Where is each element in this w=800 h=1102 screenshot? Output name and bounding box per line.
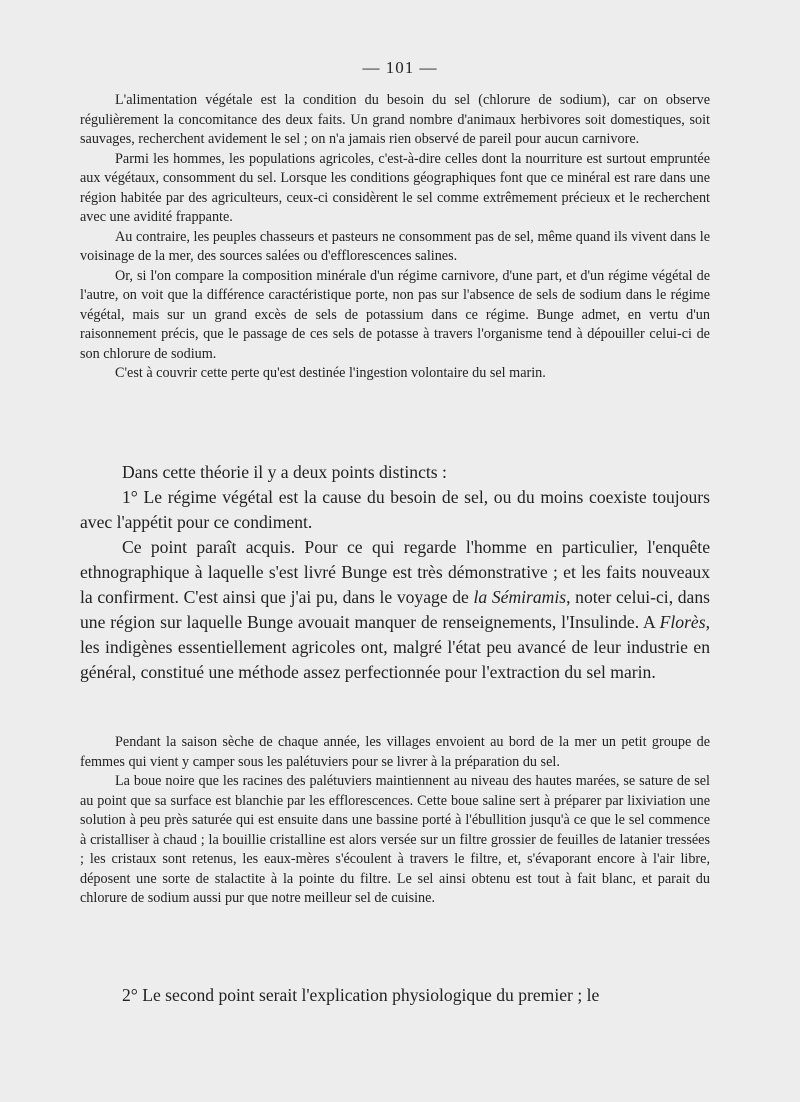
place-name: Florès bbox=[659, 612, 706, 632]
point-one: 1° Le régime végétal est la cause du besoin de sel, ou du moins coexiste toujours avec l'appétit pour ce condiment. bbox=[80, 487, 710, 532]
paragraph: Au contraire, les peuples chasseurs et pasteurs ne consomment pas de sel, même quand ils vivent dans le voisinage de la mer, des sources salées ou d'efflorescences salines. bbox=[80, 228, 710, 264]
top-text-block bbox=[80, 91, 710, 384]
paragraph bbox=[80, 535, 710, 685]
point-two: 2° Le second point serait l'explication physiologique du premier ; le bbox=[122, 985, 600, 1005]
section-intro: Dans cette théorie il y a deux points distincts : bbox=[122, 462, 447, 482]
paragraph: La boue noire que les racines des palétuviers maintiennent au niveau des hautes marées, se sature de sel au point que sa surface est blanchie par les efflorescences. Cette boue saline sert à préparer par lixiviation une solution à peu près saturée qui est ensuite dans une bassine porté à l'ébullition jusqu'à ce que le sel commence à cristalliser à chaud ; la bouillie cristalline est alors versée sur un filtre grossier de feuilles de latanier tressées ; les cristaux sont retenus, les eaux-mères s'écoulent à travers le filtre, et, s'évaporant encore à l'air libre, déposent une sorte de stalactite à la pointe du filtre. Le sel ainsi obtenu est tout à fait blanc, et parait du chlorure de sodium aussi pur que notre meilleur sel de cuisine. bbox=[80, 773, 710, 906]
text-segment: Ce point paraît acquis. Pour ce qui regarde l'homme en particulier, l'enquête ethnographique à laquelle s'est livré Bunge est très démonstrative ; et les faits nouveaux la confirment. C'est ainsi que j'ai pu, dans le voyage de bbox=[80, 537, 710, 607]
paragraph: Parmi les hommes, les populations agricoles, c'est-à-dire celles dont la nourriture est surtout empruntée aux végétaux, consomment du sel. Lorsque les conditions géographiques font que ce minéral est rare dans une région habitée par des agriculteurs, ceux-ci considèrent le sel comme extrêmement précieux et le recherchent avec une avidité frappante. bbox=[80, 150, 710, 225]
text-segment: , noter celui-ci, dans une région sur laquelle Bunge avouait manquer de renseignements, l'Insulinde. A bbox=[80, 587, 710, 632]
paragraph: C'est à couvrir cette perte qu'est destinée l'ingestion volontaire du sel marin. bbox=[115, 365, 546, 381]
page-number: — 101 — bbox=[362, 58, 438, 77]
continuation-block bbox=[80, 983, 710, 1008]
paragraph: Or, si l'on compare la composition minérale d'un régime carnivore, d'une part, et d'un régime végétal de l'autre, on voit que la différence caractéristique porte, non pas sur l'absence de sels de sodium dans le régime végétal, mais sur un grand excès de sels de potassium dans ce régime. Bunge admet, en vertu d'un raisonnement précis, que le passage de ces sels de potasse à travers l'organisme tend à dépouiller celui-ci de son chlorure de sodium. bbox=[80, 267, 710, 362]
quoted-text-block bbox=[80, 733, 710, 909]
text-segment: , les indigènes essentiellement agricoles ont, malgré l'état peu avancé de leur industrie en général, constitué une méthode assez perfectionnée pour l'extraction du sel marin. bbox=[80, 612, 710, 682]
main-text-block bbox=[80, 460, 710, 685]
ship-name: la Sémiramis bbox=[473, 587, 567, 607]
paragraph: Pendant la saison sèche de chaque année, les villages envoient au bord de la mer un petit groupe de femmes qui vient y camper sous les palétuviers pour se livrer à la préparation du sel. bbox=[80, 734, 710, 770]
paragraph: L'alimentation végétale est la condition du besoin du sel (chlorure de sodium), car on observe régulièrement la concomitance des deux faits. Un grand nombre d'animaux herbivores soit domestiques, soit sauvages, recherchent avidement le sel ; on n'a jamais rien observé de pareil pour aucun carnivore. bbox=[80, 92, 710, 147]
